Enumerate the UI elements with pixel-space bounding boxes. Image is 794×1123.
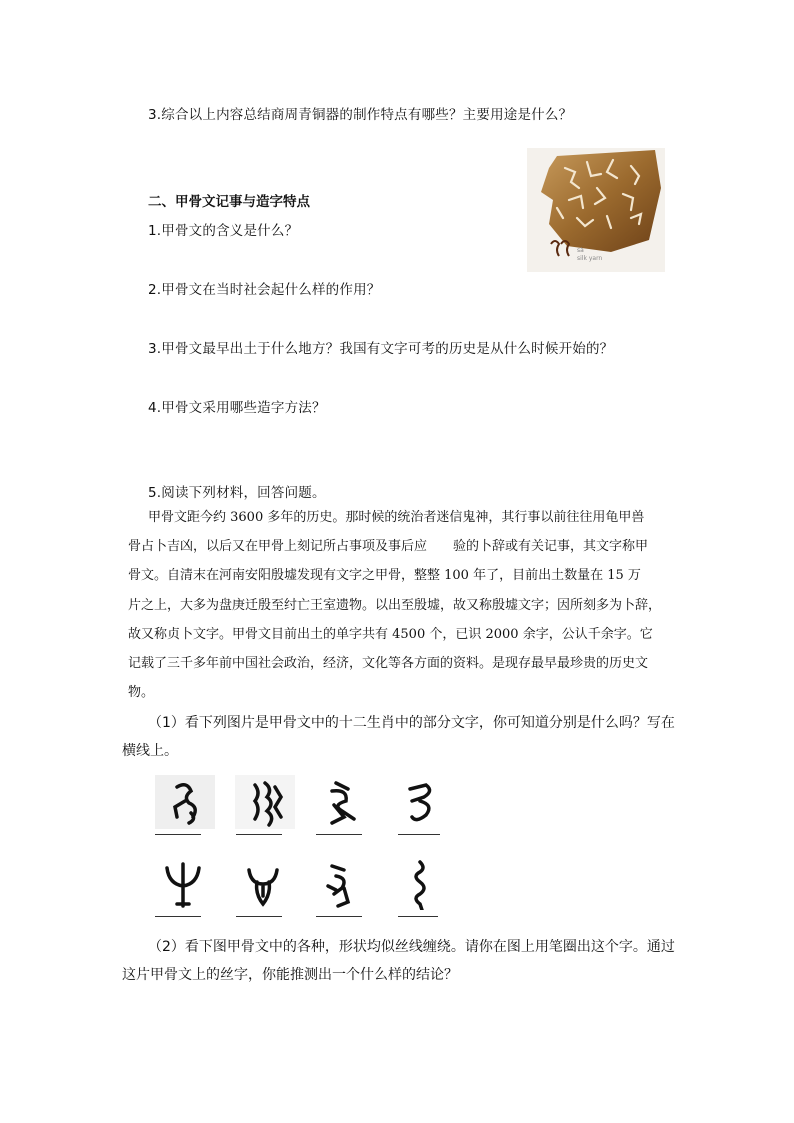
sub-question-1-line1: （1）看下列图片是甲骨文中的十二生肖中的部分文字，你可知道分别是什么吗？写在 <box>148 715 675 731</box>
passage-line: 记载了三千多年前中国社会政治，经济，文化等各方面的资料。是现存最早最珍贵的历史文 <box>128 656 649 672</box>
passage-line: 甲骨文距今约 3600 多年的历史。那时候的统治者迷信鬼神，其行事以前往往用龟甲兽 <box>148 510 645 525</box>
passage-line: 故又称贞卜文字。甲骨文目前出土的单字共有 4500 个，已识 2000 余字，公认千余字。它 <box>128 626 653 642</box>
answer-line[interactable] <box>236 916 282 917</box>
zodiac-glyph-2 <box>235 775 295 829</box>
question-2: 2.甲骨文在当时社会起什么样的作用？ <box>148 282 381 298</box>
sub-question-2-line2: 这片甲骨文上的丝字，你能推测出一个什么样的结论？ <box>122 967 458 983</box>
oracle-bone-image <box>527 148 665 272</box>
question-4: 4.甲骨文采用哪些造字方法？ <box>148 400 326 416</box>
answer-line[interactable] <box>398 916 438 917</box>
section-heading: 二、甲骨文记事与造字特点 <box>148 194 310 210</box>
passage-line: 骨占卜吉凶，以后又在甲骨上刻记所占事项及事后应 验的卜辞或有关记事，其文字称甲 <box>128 539 649 555</box>
passage-line: 片之上，大多为盘庚迁殷至纣亡王室遗物。以出至殷墟，故又称殷墟文字；因所刻多为卜辞， <box>128 597 662 613</box>
zodiac-glyph-6 <box>235 856 295 910</box>
answer-line[interactable] <box>155 834 201 835</box>
zodiac-glyph-1 <box>155 775 215 829</box>
photo-caption-english: silk yarn <box>577 255 603 262</box>
zodiac-glyph-4 <box>392 775 452 829</box>
reading-passage <box>128 503 678 707</box>
photo-caption-pinyin: sà <box>577 247 584 254</box>
answer-line[interactable] <box>155 916 201 917</box>
question-1: 1.甲骨文的含义是什么？ <box>148 223 299 239</box>
question-bronze: 3.综合以上内容总结商周青铜器的制作特点有哪些？主要用途是什么？ <box>148 107 573 123</box>
zodiac-glyph-3 <box>310 775 370 829</box>
answer-line[interactable] <box>316 916 362 917</box>
zodiac-glyph-7 <box>310 856 370 910</box>
passage-line: 物。 <box>128 685 155 701</box>
sub-question-1-line2: 横线上。 <box>122 743 178 759</box>
question-5: 5.阅读下列材料，回答问题。 <box>148 485 326 501</box>
sub-question-2-line1: （2）看下图甲骨文中的各种，形状均似丝线缠绕。请你在图上用笔圈出这个字。通过 <box>148 939 675 955</box>
zodiac-glyph-8 <box>392 856 452 910</box>
answer-line[interactable] <box>316 834 362 835</box>
answer-line[interactable] <box>236 834 282 835</box>
question-3: 3.甲骨文最早出土于什么地方？我国有文字可考的历史是从什么时候开始的？ <box>148 341 614 357</box>
passage-line: 骨文。自清末在河南安阳殷墟发现有文字之甲骨，整整 100 年了，目前出土数量在 15 万 <box>128 568 641 584</box>
answer-line[interactable] <box>398 834 440 835</box>
zodiac-glyph-5 <box>155 856 215 910</box>
